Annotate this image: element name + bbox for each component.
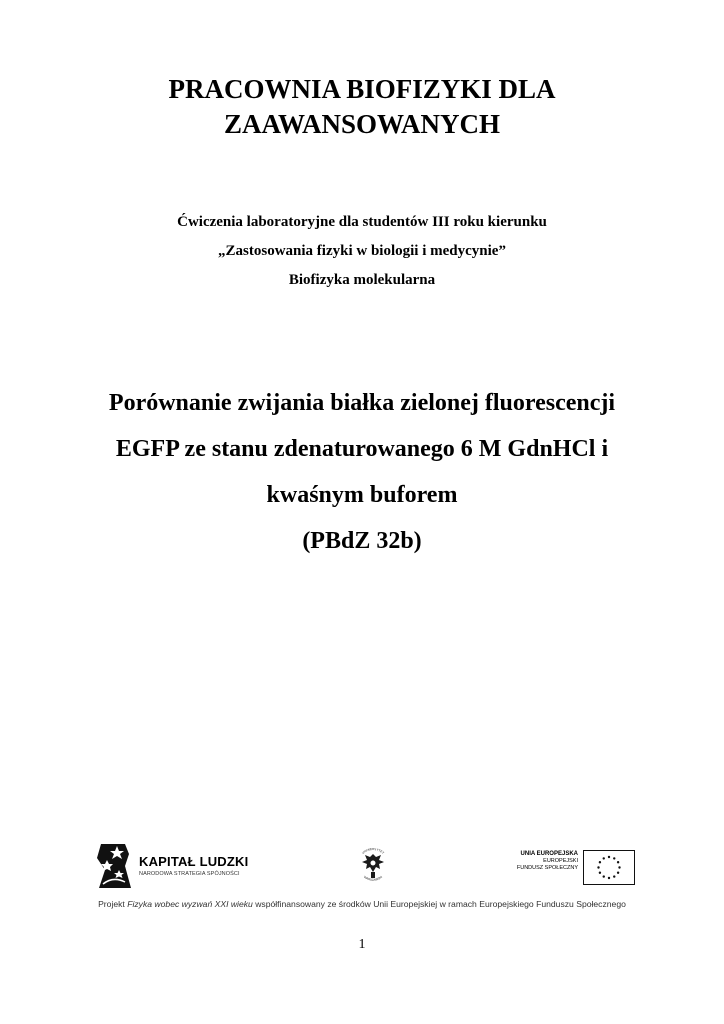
eu-star	[618, 866, 620, 868]
eu-star	[599, 872, 601, 874]
course-line-1: Ćwiczenia laboratoryjne dla studentów III roku kierunku	[177, 214, 547, 230]
topic-line-1: Porównanie zwijania białka zielonej fluorescencji	[108, 390, 616, 416]
svg-text:UNIWERSYTET	[361, 847, 385, 855]
kapital-ludzki-logo	[95, 840, 255, 892]
eu-star	[608, 856, 610, 858]
eu-star	[617, 872, 619, 874]
eu-star	[613, 857, 615, 859]
course-line-3: Biofizyka molekularna	[288, 272, 436, 288]
university-seal-logo	[353, 842, 393, 888]
eu-logo-text	[517, 851, 578, 872]
course-info	[0, 208, 724, 295]
kapital-ludzki-subtitle: NARODOWA STRATEGIA SPÓJNOŚCI	[139, 871, 240, 877]
university-seal-icon	[353, 842, 393, 888]
footer-logos	[95, 836, 635, 896]
eu-name: UNIA EUROPEJSKA	[520, 851, 578, 857]
eu-star	[608, 877, 610, 879]
main-title-line-1: PRACOWNIA BIOFIZYKI DLA	[168, 74, 556, 104]
exercise-topic	[0, 380, 724, 564]
project-prefix: Projekt	[98, 899, 128, 909]
eu-star	[603, 875, 605, 877]
project-funding-note	[0, 899, 724, 909]
main-title	[0, 72, 724, 142]
eu-star	[597, 866, 599, 868]
page-number: 1	[358, 937, 366, 952]
eu-logo	[507, 850, 635, 886]
eu-fund-line-2: FUNDUSZ SPOŁECZNY	[516, 865, 578, 871]
project-suffix: współfinansowany ze środków Unii Europejskiej w ramach Europejskiego Funduszu Społecznego	[252, 899, 626, 909]
eu-fund-line-1: EUROPEJSKI	[543, 858, 578, 864]
topic-line-3: kwaśnym buforem	[266, 482, 458, 508]
eu-star	[613, 875, 615, 877]
eu-flag-icon	[583, 850, 635, 885]
exercise-code: (PBdZ 32b)	[302, 528, 422, 554]
project-name: Fizyka wobec wyzwań XXI wieku	[127, 899, 253, 909]
kapital-ludzki-name: KAPITAŁ LUDZKI	[139, 854, 249, 869]
course-line-2: „Zastosowania fizyki w biologii i medycynie”	[218, 243, 506, 259]
eu-star	[603, 857, 605, 859]
topic-line-2: EGFP ze stanu zdenaturowanego 6 M GdnHCl i	[115, 436, 609, 462]
eu-star	[617, 861, 619, 863]
university-seal-bottom-text: WARSZAWSKI	[363, 874, 384, 882]
main-title-line-2: ZAAWANSOWANYCH	[223, 109, 501, 139]
eu-star	[599, 861, 601, 863]
kapital-ludzki-icon	[95, 840, 133, 892]
university-seal-top-text: UNIWERSYTET	[361, 846, 385, 855]
